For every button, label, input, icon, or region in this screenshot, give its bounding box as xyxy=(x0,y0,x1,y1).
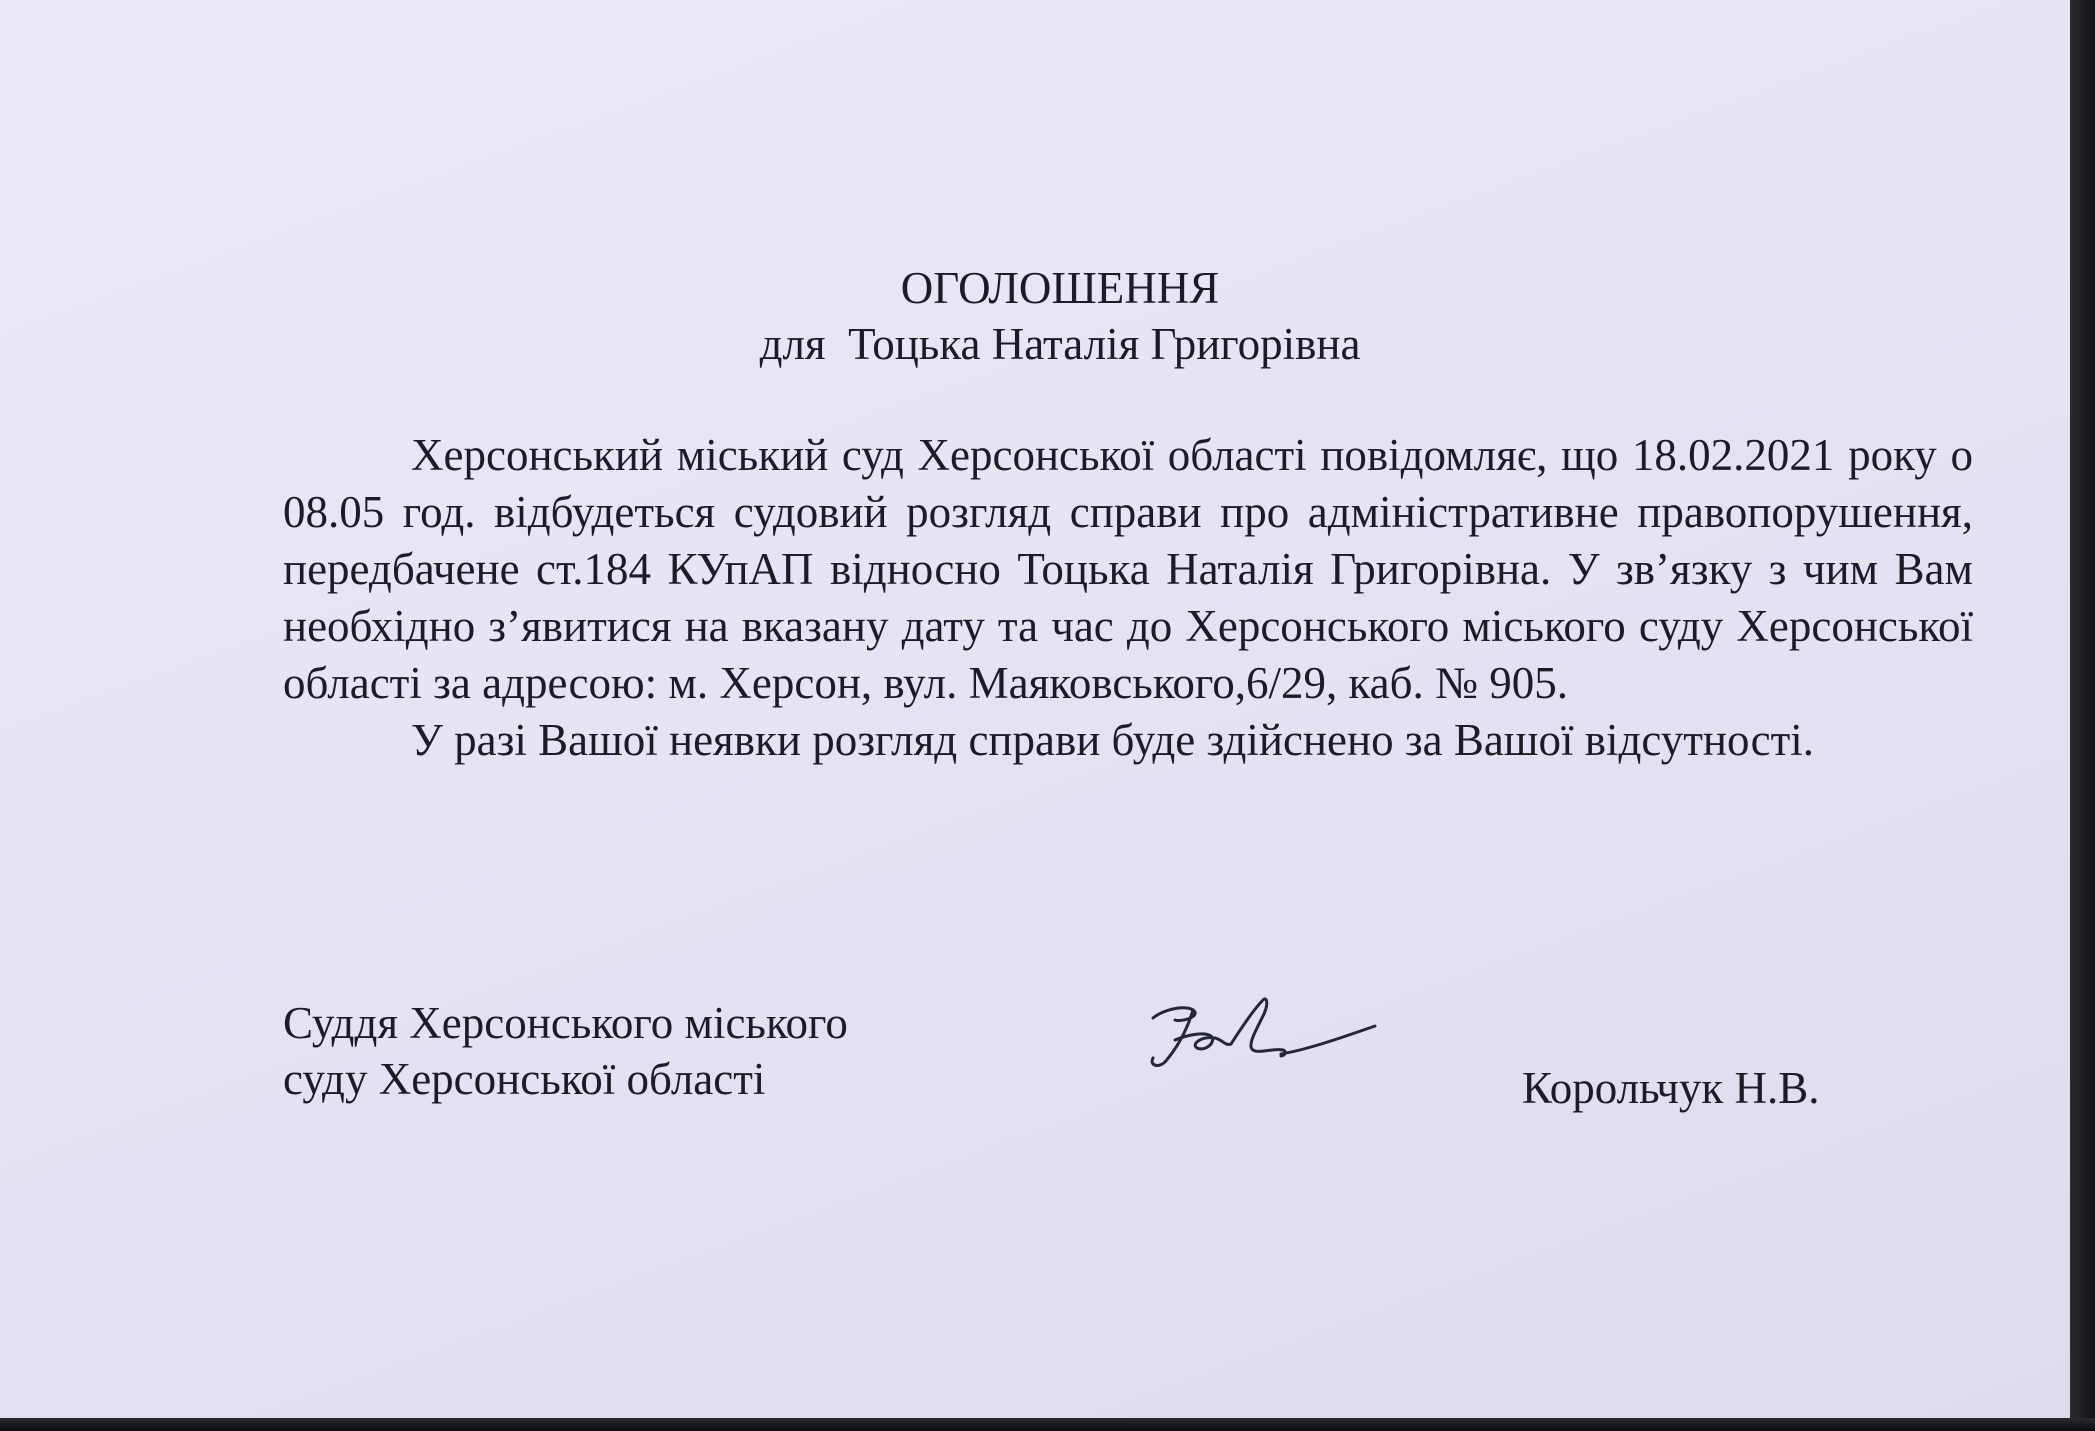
judge-position-line-1: Суддя Херсонського міського xyxy=(283,998,848,1048)
judge-name: Корольчук Н.В. xyxy=(1522,1063,1820,1113)
notice-paragraph-hearing: Херсонський міський суд Херсонської області повідомляє, що 18.02.2021 року о 08.05 год. відбудеться судовий розгляд справи про адміністративне правопорушення, передбачене ст.184 КУпАП відносно Тоцька Наталія Григорівна. У зв’язку з чим Вам необхідно з’явитися на вказану дату та час до Херсонського міського суду Херсонської області за адресою: м. Херсон, вул. Маяковського,6/29, каб. № 905. xyxy=(283,430,1973,708)
notice-paragraph-absence: У разі Вашої неявки розгляд справи буде здійснено за Вашої відсутності. xyxy=(411,715,1814,765)
notice-recipient: для Тоцька Наталія Григорівна xyxy=(759,319,1361,369)
judge-position-line-2: суду Херсонської області xyxy=(283,1054,766,1104)
notice-body xyxy=(283,427,1973,769)
background-edge-bottom xyxy=(0,1418,2095,1431)
handwritten-signature-icon xyxy=(1135,990,1395,1080)
background-edge-right xyxy=(2070,0,2095,1431)
judge-position xyxy=(283,995,983,1107)
notice-title: ОГОЛОШЕННЯ xyxy=(900,263,1220,313)
